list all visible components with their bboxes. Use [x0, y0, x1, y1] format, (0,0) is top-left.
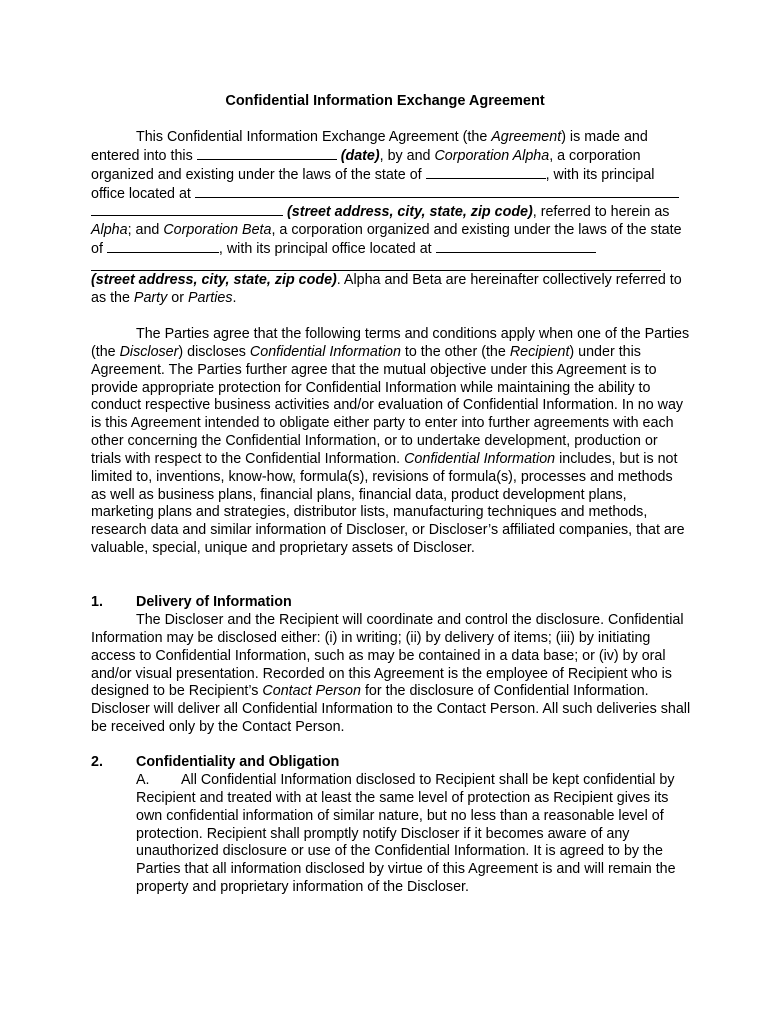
terms-paragraph: The Parties agree that the following terms and conditions apply when one of the Parties (the Discloser) discloses Confidential Information to the other (the Recipient) under this Agreement. The Parties further agree that the mutual objective under this Agreement is to provide appropriate protection for Confidential Information while maintaining the ability to conduct respective business activities and/or evaluation of Confidential Information. In no way is this Agreement intended to obligate either party to enter into further agreements with each other concerning the Confidential Information, or to undertake development, production or trials with respect to the Confidential Information. Confidential Information includes, but is not limited to, inventions, know-how, formula(s), revisions of formula(s), processes and methods as well as business plans, financial plans, financial data, product development plans, marketing plans and strategies, distributor lists, manufacturing techniques and methods, research data and similar information of Discloser, or Discloser’s affiliated companies, that are valuable, special, unique and proprietary assets of Discloser. — [91, 326, 690, 557]
term-parties: Parties — [187, 289, 233, 306]
intro-paragraph: This Confidential Information Exchange Agreement (the Agreement) is made and entered into this (date), by and Corporation Alpha, a corporation organized and existing under the laws of the state of , with its principal office located at (street address, city, state, zip code), referred to herein as Alpha; and Corporation Beta, a corporation organized and existing under the laws of the state of , with its principal office located at — [91, 129, 682, 258]
beta-address-blank-2 — [91, 270, 661, 271]
section-1-text: The Discloser and the Recipient will coordinate and control the disclosure. Confidential Information may be disclosed either: (i) in writing; (ii) by delivery of items; (iii) by initiating access to Confidential Information, such as may be contained in a data base; or (iv) by oral and/or visual presentation. Recorded on this Agreement is the employee of Recipient who is designed to be Recipient’s Contact Person for the disclosure of Confidential Information. Discloser will deliver all Confidential Information to the Contact Person. All such deliveries shall be received only by the Contact Person. — [91, 612, 691, 736]
document-title: Confidential Information Exchange Agreement — [225, 93, 545, 109]
section-1-number: 1. — [91, 594, 103, 610]
term-agreement: Agreement — [491, 129, 562, 145]
section-2-number: 2. — [91, 754, 103, 770]
alpha-address-blank-1 — [195, 185, 679, 198]
date-blank — [197, 147, 337, 160]
term-discloser: Discloser — [119, 343, 179, 360]
section-2-text: A. All Confidential Information disclosed to Recipient shall be kept confidential by Recipient and treated with at least the same level of protection as Recipient gives its own confidential information of similar nature, but no less than a reasonable level of protection. Recipient shall promptly notify Discloser if it becomes aware of any unauthorized disclosure or use of the Confidential Information. It is agreed to by the Parties that all information disclosed by virtue of this Agreement is and will remain the property and proprietary information of the Discloser. — [136, 772, 676, 896]
alpha-address-blank-2 — [91, 203, 283, 216]
intro-paragraph-end: (street address, city, state, zip code). Alpha and Beta are hereinafter collectively referred to as the Party or Parties. — [91, 272, 682, 306]
address-label-1: (street address, city, state, zip code) — [286, 204, 533, 221]
alpha-state-blank — [426, 166, 546, 179]
section-2a-label: A. — [136, 772, 150, 788]
section-1-heading: Delivery of Information — [136, 594, 292, 610]
section-2-heading: Confidentiality and Obligation — [136, 754, 340, 770]
beta-address-blank-1 — [436, 240, 596, 253]
term-confidential-information: Confidential Information — [249, 343, 401, 360]
term-alpha: Alpha — [91, 222, 128, 239]
corporation-beta: Corporation Beta — [163, 222, 272, 239]
beta-state-blank — [107, 240, 219, 253]
date-label: (date) — [340, 147, 380, 164]
term-recipient: Recipient — [509, 343, 570, 360]
term-confidential-information-2: Confidential Information — [404, 450, 556, 467]
term-party: Party — [133, 289, 168, 306]
corporation-alpha: Corporation Alpha — [434, 147, 550, 164]
address-label-2: (street address, city, state, zip code) — [91, 272, 337, 288]
term-contact-person: Contact Person — [262, 683, 361, 700]
